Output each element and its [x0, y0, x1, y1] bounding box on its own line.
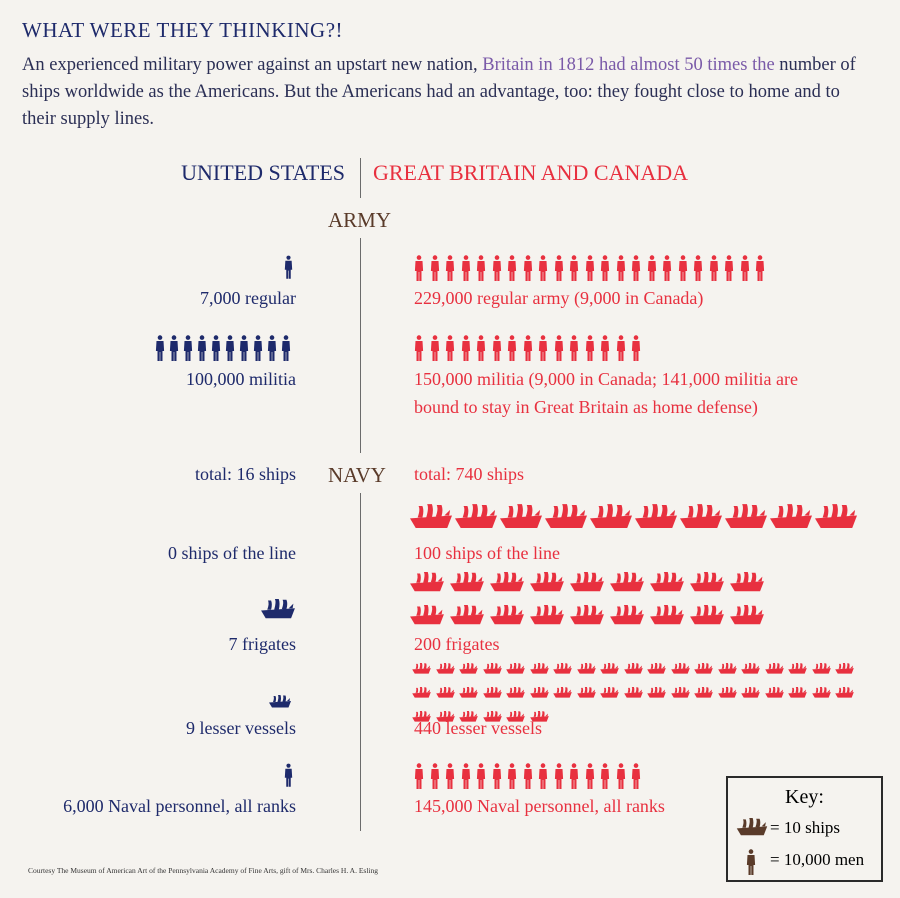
page-title: WHAT WERE THEY THINKING?! [22, 18, 344, 42]
lesser-vessel-icon [600, 685, 619, 703]
intro-paragraph [22, 52, 862, 133]
soldier-icon [239, 334, 249, 367]
frigate-icon [490, 572, 524, 597]
soldier-icon [569, 762, 579, 795]
frigate-icon [690, 572, 724, 597]
lesser-vessel-row [412, 685, 859, 703]
soldier-icon [183, 334, 193, 367]
frigate-icon [410, 572, 444, 597]
soldier-icon [600, 254, 610, 287]
soldier-icon [492, 762, 502, 795]
ship-of-line-icon [680, 503, 722, 535]
gb-militia-label-line2: bound to stay in Great Britain as home defense) [414, 397, 758, 417]
soldier-icon [600, 334, 610, 367]
soldier-icon [554, 762, 564, 795]
frigate-row [410, 605, 770, 630]
gb-personnel-label: 145,000 Naval personnel, all ranks [414, 796, 665, 816]
lesser-vessel-icon [765, 661, 784, 679]
soldier-icon [445, 762, 455, 795]
soldier-icon [284, 762, 293, 793]
lesser-vessel-icon [812, 661, 831, 679]
lesser-vessel-icon [459, 685, 478, 703]
gb-regular-label: 229,000 regular army (9,000 in Canada) [414, 288, 704, 308]
soldier-icon [197, 334, 207, 367]
lesser-vessel-icon [812, 685, 831, 703]
soldier-icon [616, 334, 626, 367]
key-ships-label: = 10 ships [770, 818, 841, 837]
soldier-icon [740, 254, 750, 287]
soldier-icon [569, 334, 579, 367]
soldier-icon [709, 254, 719, 287]
intro-highlight: Britain in 1812 had almost 50 times the [482, 55, 775, 75]
soldier-icon [430, 762, 440, 795]
lesser-vessel-icon [741, 685, 760, 703]
lesser-vessel-icon [624, 685, 643, 703]
soldier-icon [631, 762, 641, 795]
soldier-icon [693, 254, 703, 287]
us-regular-soldier-icons [284, 254, 293, 285]
soldier-icon [267, 334, 277, 367]
ship-of-line-icon [815, 503, 857, 535]
us-lesser-label: 9 lesser vessels [186, 718, 296, 738]
lesser-vessel-icon [483, 685, 502, 703]
lesser-vessel-icon [553, 685, 572, 703]
soldier-icon [414, 762, 424, 795]
soldier-icon [523, 334, 533, 367]
ship-of-line-icon [770, 503, 812, 535]
soldier-icon [585, 762, 595, 795]
ship-of-line-icon [545, 503, 587, 535]
army-divider [360, 238, 361, 453]
soldier-icon [169, 334, 179, 367]
soldier-icon [585, 254, 595, 287]
lesser-vessel-icon [718, 661, 737, 679]
lesser-vessel-icon [694, 661, 713, 679]
soldier-icon [225, 334, 235, 367]
soldier-icon [554, 334, 564, 367]
gb-militia-soldier-icons [414, 334, 647, 367]
soldier-icon [281, 334, 291, 367]
us-lesser-vessel-icons [269, 695, 291, 713]
key-title: Key: [785, 786, 824, 808]
soldier-icon [538, 254, 548, 287]
intro-part2: number of ships worldwide as the Americans. But the Americans had an advantage, too: they fought close to home and to their supply lines. [22, 55, 856, 129]
soldier-icon [569, 254, 579, 287]
frigate-icon [650, 605, 684, 630]
soldier-icon [414, 334, 424, 367]
gb-regular-soldier-icons [414, 254, 771, 287]
header-divider [360, 158, 361, 198]
soldier-icon [461, 762, 471, 795]
soldier-icon [430, 334, 440, 367]
lesser-vessel-icon [647, 685, 666, 703]
ship-of-line-icon [635, 503, 677, 535]
soldier-icon [600, 762, 610, 795]
soldier-icon [445, 334, 455, 367]
frigate-icon [610, 572, 644, 597]
lesser-vessel-icon [671, 661, 690, 679]
soldier-icon [414, 254, 424, 287]
soldier-icon [476, 762, 486, 795]
soldier-icon [662, 254, 672, 287]
soldier-icon [647, 254, 657, 287]
legend-key-box [726, 776, 883, 882]
frigate-icon [730, 572, 764, 597]
soldier-icon [507, 254, 517, 287]
lesser-vessel-icon [269, 695, 291, 713]
key-soldier-icon [746, 848, 756, 881]
lesser-vessel-icon [788, 685, 807, 703]
ship-of-line-icon [500, 503, 542, 535]
gb-frigate-icons [410, 572, 770, 638]
lesser-vessel-row [412, 661, 859, 679]
intro-part1: An experienced military power against an upstart new nation, [22, 55, 483, 75]
soldier-icon [616, 762, 626, 795]
soldier-icon [492, 254, 502, 287]
gb-militia-label-line1: 150,000 militia (9,000 in Canada; 141,000 militia are [414, 369, 798, 389]
soldier-icon [631, 334, 641, 367]
soldier-icon [507, 762, 517, 795]
frigate-icon [650, 572, 684, 597]
soldier-icon [585, 334, 595, 367]
soldier-icon [678, 254, 688, 287]
key-men-label: = 10,000 men [770, 850, 865, 869]
us-personnel-label: 6,000 Naval personnel, all ranks [63, 796, 296, 816]
soldier-icon [523, 254, 533, 287]
frigate-icon [570, 572, 604, 597]
lesser-vessel-icon [835, 685, 854, 703]
gb-naval-personnel-icons [414, 762, 647, 795]
soldier-icon [554, 254, 564, 287]
us-frigates-label: 7 frigates [228, 634, 296, 654]
ship-of-line-icon [410, 503, 452, 535]
us-naval-personnel-icons [284, 762, 293, 793]
frigate-icon [450, 572, 484, 597]
ship-of-line-icon [590, 503, 632, 535]
soldier-icon [755, 254, 765, 287]
soldier-icon [430, 254, 440, 287]
soldier-icon [724, 254, 734, 287]
lesser-vessel-icon [577, 685, 596, 703]
gb-frigates-label: 200 frigates [414, 634, 500, 654]
us-militia-label: 100,000 militia [186, 369, 296, 389]
frigate-icon [530, 605, 564, 630]
frigate-icon [410, 605, 444, 630]
soldier-icon [476, 254, 486, 287]
key-ship-icon [736, 818, 768, 841]
lesser-vessel-icon [577, 661, 596, 679]
us-regular-label: 7,000 regular [200, 288, 296, 308]
gb-ships-of-line-label: 100 ships of the line [414, 543, 560, 563]
frigate-icon [450, 605, 484, 630]
lesser-vessel-icon [765, 685, 784, 703]
frigate-icon [261, 599, 295, 624]
soldier-icon [507, 334, 517, 367]
soldier-icon [461, 334, 471, 367]
lesser-vessel-icon [530, 661, 549, 679]
soldier-icon [253, 334, 263, 367]
lesser-vessel-icon [553, 661, 572, 679]
us-militia-soldier-icons [155, 334, 295, 367]
frigate-icon [530, 572, 564, 597]
soldier-icon [523, 762, 533, 795]
credit-line: Courtesy The Museum of American Art of the Pennsylvania Academy of Fine Arts, gift of Mrs. Charles H. A. Esling [28, 866, 379, 875]
lesser-vessel-icon [835, 661, 854, 679]
soldier-icon [461, 254, 471, 287]
lesser-vessel-icon [530, 685, 549, 703]
soldier-icon [492, 334, 502, 367]
lesser-vessel-icon [718, 685, 737, 703]
gb-ships-of-line-icons [410, 503, 860, 535]
soldier-icon [631, 254, 641, 287]
soldier-icon [538, 762, 548, 795]
us-ships-of-line-label: 0 ships of the line [168, 543, 296, 563]
lesser-vessel-icon [694, 685, 713, 703]
soldier-icon [211, 334, 221, 367]
us-header: UNITED STATES [181, 160, 345, 185]
lesser-vessel-icon [788, 661, 807, 679]
us-navy-total: total: 16 ships [194, 464, 296, 484]
lesser-vessel-icon [741, 661, 760, 679]
frigate-icon [730, 605, 764, 630]
gb-lesser-label: 440 lesser vessels [414, 718, 542, 738]
army-section-title: ARMY [328, 208, 392, 232]
lesser-vessel-icon [483, 661, 502, 679]
lesser-vessel-icon [506, 685, 525, 703]
frigate-row [410, 572, 770, 597]
gb-header: GREAT BRITAIN AND CANADA [373, 160, 689, 185]
frigate-icon [690, 605, 724, 630]
soldier-icon [616, 254, 626, 287]
lesser-vessel-icon [459, 661, 478, 679]
lesser-vessel-icon [506, 661, 525, 679]
gb-navy-total: total: 740 ships [414, 464, 525, 484]
navy-section-title: NAVY [328, 463, 386, 487]
lesser-vessel-icon [647, 661, 666, 679]
frigate-icon [490, 605, 524, 630]
ship-of-line-icon [455, 503, 497, 535]
lesser-vessel-icon [671, 685, 690, 703]
lesser-vessel-icon [412, 661, 431, 679]
lesser-vessel-icon [600, 661, 619, 679]
lesser-vessel-icon [624, 661, 643, 679]
navy-divider [360, 493, 361, 831]
lesser-vessel-icon [436, 661, 455, 679]
soldier-icon [284, 254, 293, 285]
soldier-icon [445, 254, 455, 287]
frigate-icon [610, 605, 644, 630]
lesser-vessel-icon [412, 685, 431, 703]
us-frigate-icons [261, 599, 295, 624]
soldier-icon [476, 334, 486, 367]
lesser-vessel-icon [436, 685, 455, 703]
frigate-icon [570, 605, 604, 630]
soldier-icon [538, 334, 548, 367]
soldier-icon [155, 334, 165, 367]
ship-of-line-icon [725, 503, 767, 535]
